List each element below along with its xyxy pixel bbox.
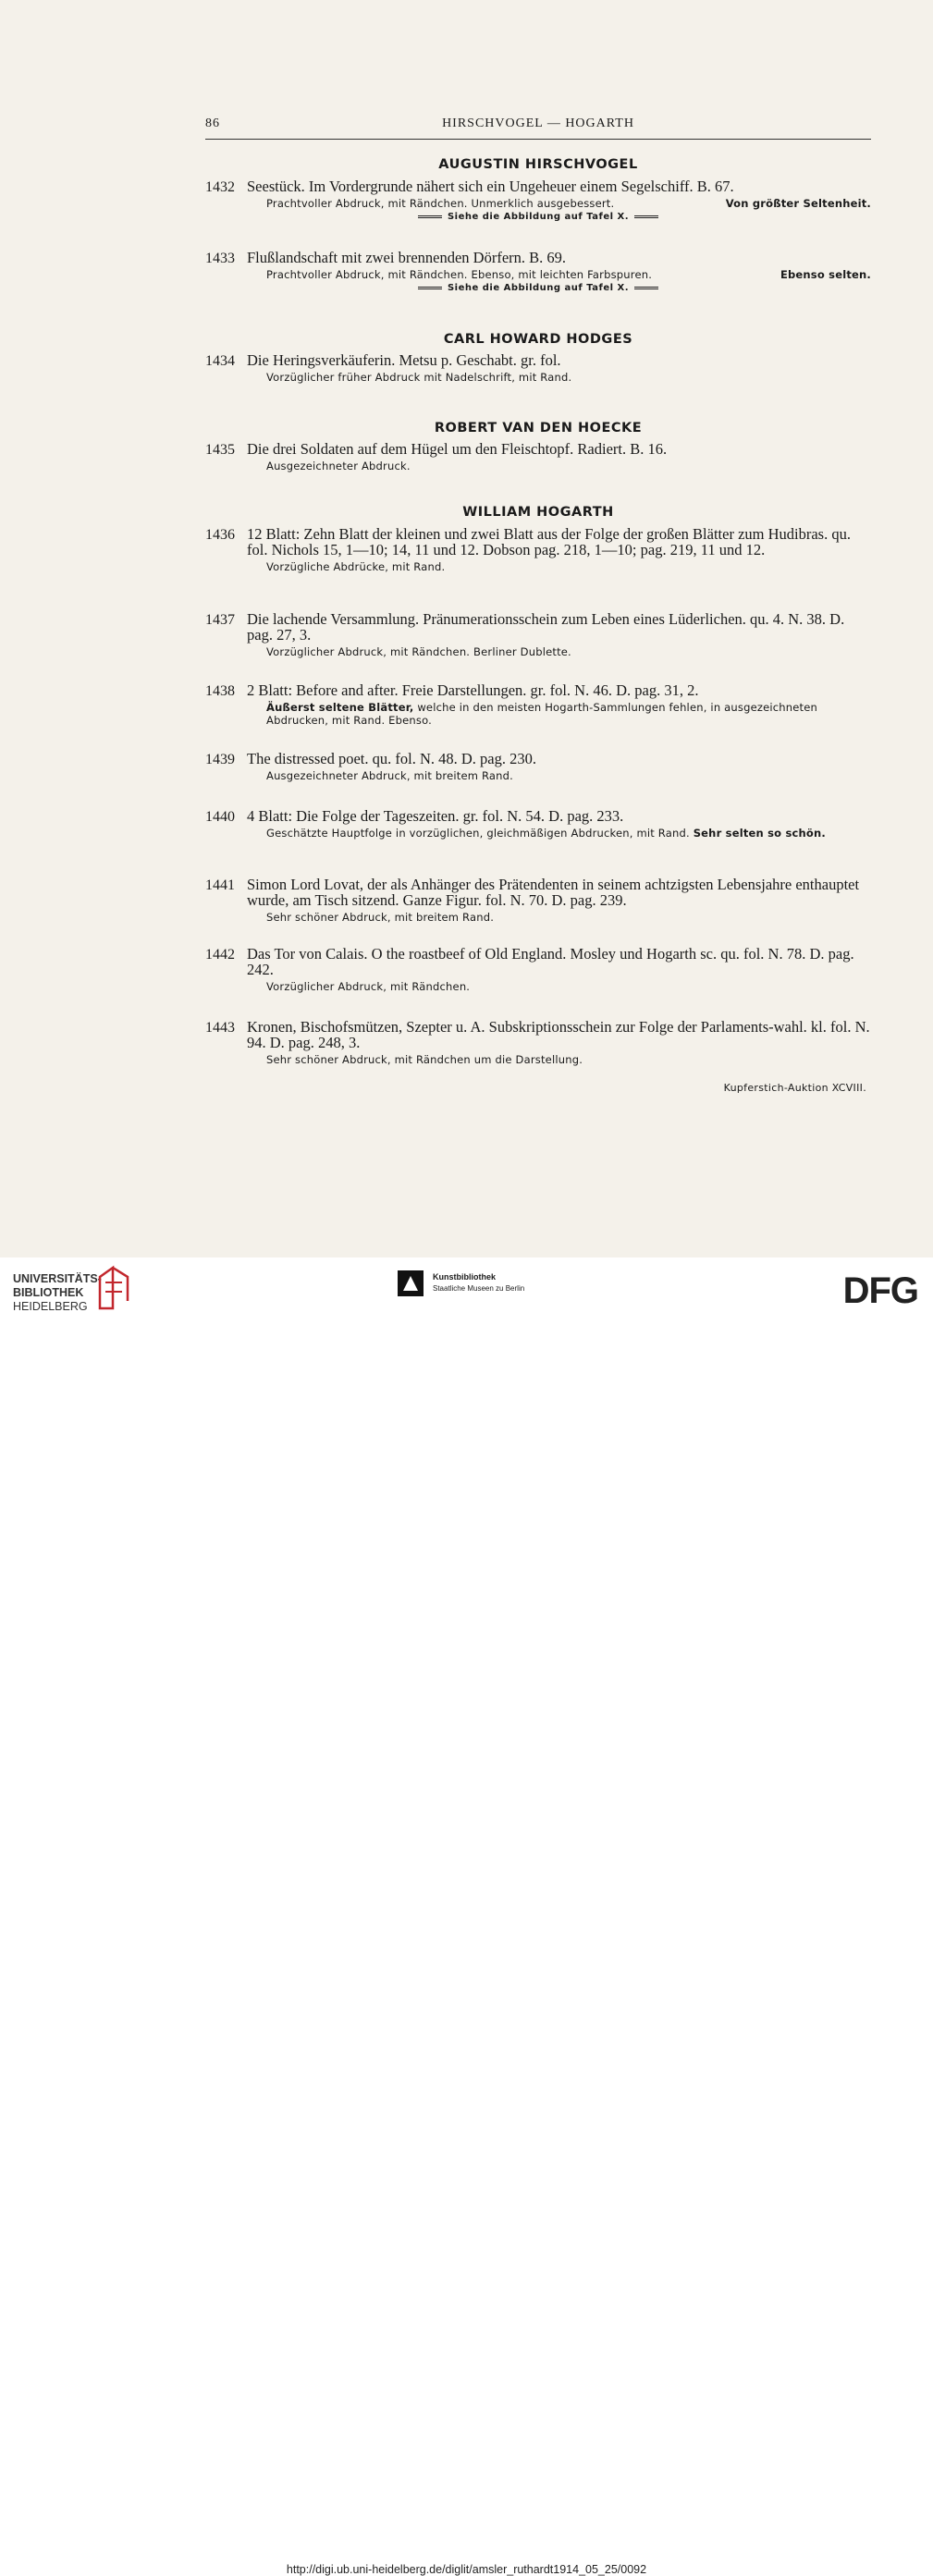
- entry-note: Vorzüglicher früher Abdruck mit Nadelschrift, mit Rand.: [266, 371, 572, 384]
- entry-1438: [205, 682, 871, 727]
- entry-number: 1432: [205, 179, 235, 195]
- entry-title: Simon Lord Lovat, der als Anhänger des Prätendenten in seinem achtzigsten Lebensjahre enthauptet wurde, am Tisch sitzend. Ganze Figur. fol. N. 70. D. pag. 239.: [247, 876, 860, 909]
- entry-number: 1433: [205, 251, 235, 266]
- entry-note: Vorzüglicher Abdruck, mit Rändchen. Berliner Dublette.: [266, 645, 571, 658]
- entry-number: 1435: [205, 442, 235, 458]
- entry-number: 1436: [205, 527, 235, 543]
- digitization-footer: [0, 1257, 933, 2576]
- entry-number: 1437: [205, 612, 235, 628]
- page-header: [205, 117, 871, 135]
- entry-1435: [205, 441, 871, 472]
- entry-note: Sehr schöner Abdruck, mit Rändchen um die Darstellung.: [266, 1053, 583, 1066]
- entry-number: 1442: [205, 947, 235, 963]
- entry-title: Die lachende Versammlung. Pränumerationsschein zum Leben eines Lüderlichen. qu. 4. N. 38. D. pag. 27, 3.: [247, 610, 845, 644]
- running-title: HIRSCHVOGEL — HOGARTH: [442, 117, 634, 130]
- entry-title: The distressed poet. qu. fol. N. 48. D. pag. 230.: [247, 750, 536, 767]
- entry-1437: [205, 611, 871, 658]
- entry-title: 4 Blatt: Die Folge der Tageszeiten. gr. fol. N. 54. D. pag. 233.: [247, 807, 624, 825]
- rarity-note: Von größter Seltenheit.: [725, 197, 871, 210]
- entry-1441: [205, 877, 871, 924]
- entry-title: 12 Blatt: Zehn Blatt der kleinen und zwei Blatt aus der Folge der großen Blätter zum Hudibras. qu. fol. Nichols 15, 1—10; 14, 11 und 12. Dobson pag. 218, 1—10; pag. 219, 11 und 12.: [247, 525, 851, 558]
- entry-1439: [205, 751, 871, 782]
- entry-note: Prachtvoller Abdruck, mit Rändchen. Ebenso, mit leichten Farbspuren. Ebenso selten.: [266, 268, 871, 281]
- dfg-logo: DFG: [842, 1270, 918, 1311]
- plate-reference: Siehe die Abbildung auf Tafel X.: [205, 283, 871, 293]
- entry-title: Das Tor von Calais. O the roastbeef of Old England. Mosley und Hogarth sc. qu. fol. N. 78. D. pag. 242.: [247, 945, 854, 978]
- header-rule: [205, 139, 871, 140]
- entry-1442: [205, 946, 871, 993]
- ub-heidelberg-logo-icon: [96, 1264, 131, 1312]
- section-heading-hoecke: ROBERT VAN DEN HOECKE: [434, 421, 643, 435]
- entry-note: Vorzügliche Abdrücke, mit Rand.: [266, 560, 446, 573]
- plate-reference: Siehe die Abbildung auf Tafel X.: [205, 212, 871, 222]
- entry-1432: [205, 178, 871, 222]
- page-number: 86: [205, 117, 220, 130]
- rarity-note: Sehr selten so schön.: [693, 827, 826, 840]
- entry-title: 2 Blatt: Before and after. Freie Darstellungen. gr. fol. N. 46. D. pag. 31, 2.: [247, 681, 699, 699]
- document-page: [0, 0, 933, 1257]
- entry-title: Die drei Soldaten auf dem Hügel um den Fleischtopf. Radiert. B. 16.: [247, 440, 668, 458]
- entry-number: 1440: [205, 809, 235, 825]
- entry-number: 1443: [205, 1020, 235, 1036]
- kunstbibliothek-icon: [398, 1270, 424, 1296]
- entry-1436: [205, 526, 871, 573]
- entry-note: Vorzüglicher Abdruck, mit Rändchen.: [266, 980, 471, 993]
- ub-heidelberg-wordmark: UNIVERSITÄTS- BIBLIOTHEK HEIDELBERG: [13, 1272, 102, 1313]
- entry-note: Äußerst seltene Blätter, welche in den meisten Hogarth-Sammlungen fehlen, in ausgezeichneten Abdrucken, mit Rand. Ebenso.: [266, 701, 818, 727]
- catalogue-signature: Kupferstich-Auktion XCVIII.: [723, 1082, 866, 1094]
- rarity-note: Äußerst seltene Blätter,: [266, 701, 414, 714]
- entry-note: Geschätzte Hauptfolge in vorzüglichen, gleichmäßigen Abdrucken, mit Rand. Sehr selten so schön.: [266, 827, 826, 840]
- entry-1434: [205, 352, 871, 384]
- section-heading-hodges: CARL HOWARD HODGES: [443, 332, 633, 347]
- entry-note: Ausgezeichneter Abdruck, mit breitem Rand.: [266, 769, 514, 782]
- entry-number: 1439: [205, 752, 235, 767]
- entry-note: Sehr schöner Abdruck, mit breitem Rand.: [266, 911, 495, 924]
- entry-1440: [205, 808, 871, 840]
- kunstbibliothek-logo: Kunstbibliothek Staatliche Museen zu Berlin: [398, 1267, 546, 1304]
- section-heading-hirschvogel: AUGUSTIN HIRSCHVOGEL: [438, 157, 638, 172]
- entry-title: Kronen, Bischofsmützen, Szepter u. A. Subskriptionsschein zur Folge der Parlaments-wahl. kl. fol. N. 94. D. pag. 248, 3.: [247, 1018, 870, 1051]
- entry-title: Die Heringsverkäuferin. Metsu p. Geschabt. gr. fol.: [247, 351, 561, 369]
- entry-number: 1434: [205, 353, 235, 369]
- entry-note: Prachtvoller Abdruck, mit Rändchen. Unmerklich ausgebessert. Von größter Seltenheit.: [266, 197, 871, 210]
- entry-title: Flußlandschaft mit zwei brennenden Dörfern. B. 69.: [247, 249, 567, 266]
- entry-number: 1438: [205, 683, 235, 699]
- entry-title: Seestück. Im Vordergrunde nähert sich ein Ungeheuer einem Segelschiff. B. 67.: [247, 178, 734, 195]
- entry-number: 1441: [205, 877, 235, 893]
- section-heading-hogarth: WILLIAM HOGARTH: [462, 505, 614, 520]
- source-url[interactable]: http://digi.ub.uni-heidelberg.de/diglit/amsler_ruthardt1914_05_25/0092: [286, 2563, 647, 2576]
- entry-note: Ausgezeichneter Abdruck.: [266, 460, 411, 472]
- entry-1433: [205, 250, 871, 293]
- rarity-note: Ebenso selten.: [780, 268, 871, 281]
- entry-1443: [205, 1019, 871, 1066]
